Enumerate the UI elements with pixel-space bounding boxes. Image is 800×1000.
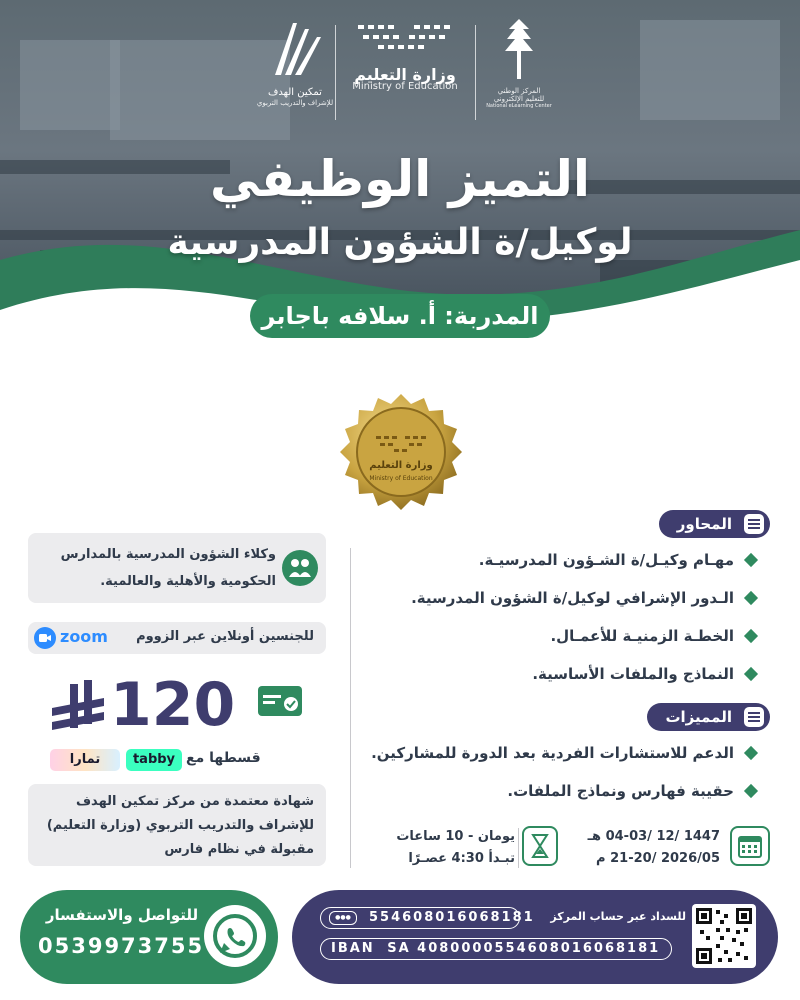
- moe-name-en: Ministry of Education: [352, 81, 458, 92]
- seal-text-ar: وزارة التعليم: [369, 460, 433, 471]
- date-gregorian: 2026/05 /21-20 م: [596, 851, 720, 866]
- list-icon: [744, 514, 764, 534]
- contact-label: للتواصل والاستفسار: [45, 906, 199, 924]
- list-item: حقيبة فهارس ونماذج الملفات.: [350, 776, 760, 814]
- ncel-logo: [483, 15, 555, 125]
- list-item: الـدور الإشرافي لوكيل/ة الشؤون المدرسية.: [350, 583, 760, 621]
- license-number: رقم الترخيص: 28532065035: [281, 353, 519, 374]
- features-heading: [647, 703, 770, 731]
- ncel-name: المركز الوطني: [497, 87, 541, 95]
- tamkeen-logo: [255, 15, 335, 125]
- iban-field[interactable]: [320, 938, 672, 960]
- course-start-time: تبـدأ 4:30 عصـرًا: [408, 851, 515, 866]
- delivery-card: [28, 622, 326, 654]
- date-hijri: 1447 /12 /04-03 هـ: [587, 829, 720, 844]
- riyal-symbol-icon: [48, 678, 108, 738]
- tabby-logo: tabby: [126, 749, 182, 771]
- account-number: 554608016068181: [369, 910, 535, 925]
- axes-heading: [659, 510, 770, 538]
- contact-phone[interactable]: 0539973755: [38, 934, 205, 958]
- hourglass-icon: [522, 826, 558, 866]
- list-item: النماذج والملفات الأساسية.: [350, 659, 760, 697]
- trainer-badge: المدربة: أ. سلافه باجابر: [250, 294, 550, 338]
- qr-code[interactable]: [692, 904, 756, 968]
- axes-heading-label: المحاور: [676, 515, 732, 533]
- zoom-camera-icon: [34, 627, 56, 649]
- account-number-field[interactable]: [320, 907, 535, 929]
- iban-number: SA 4080000554608016068181: [387, 941, 661, 956]
- installments-label: قسطها مع: [186, 750, 261, 766]
- ncel-name-2: للتعليم الإلكتروني: [493, 95, 545, 103]
- tamkeen-name: تمكين الهدف: [268, 87, 322, 98]
- payment-card-icon: [258, 686, 302, 716]
- moe-name-ar: وزارة التعليم: [354, 65, 456, 84]
- audience-text: وكلاء الشؤون المدرسية بالمدارس الحكومية والأهلية والعالمية.: [60, 547, 276, 589]
- delivery-text: للجنسين أونلاين عبر الزووم: [136, 629, 314, 644]
- course-title: التميز الوظيفي: [209, 150, 591, 208]
- list-item: مهـام وكيـل/ة الشـؤون المدرسيـة.: [350, 545, 760, 583]
- course-duration: يومان - 10 ساعات: [396, 829, 515, 844]
- seal-text-en: Ministry of Education: [369, 475, 433, 482]
- moe-dots-icon: [350, 15, 460, 65]
- axes-list: [350, 545, 760, 697]
- certificate-card: [28, 784, 326, 866]
- moe-gold-seal: [338, 392, 464, 518]
- ncel-palm-icon: [499, 15, 539, 83]
- tamkeen-mark-icon: [265, 15, 325, 83]
- list-item: الخطـة الزمنيـة للأعمـال.: [350, 621, 760, 659]
- course-subtitle: لوكيل/ة الشؤون المدرسية: [167, 222, 633, 263]
- bank-logo-icon: ●●●: [329, 911, 357, 925]
- price-amount: 120: [110, 670, 236, 740]
- ncel-name-en: National eLearning Center: [486, 103, 552, 109]
- calendar-icon: [730, 826, 770, 866]
- payment-panel: [292, 890, 778, 984]
- contact-panel: [20, 890, 278, 984]
- zoom-logo: zoom: [60, 627, 108, 646]
- logo-strip: [255, 15, 555, 125]
- tamkeen-tagline: للإشراف والتدريب التربوي: [256, 99, 334, 107]
- people-icon: [282, 550, 318, 586]
- tamara-logo: تمارا: [50, 749, 120, 771]
- features-heading-label: المميزات: [665, 708, 732, 726]
- iban-label: IBAN: [331, 941, 375, 956]
- features-list: [350, 738, 760, 814]
- list-icon: [744, 707, 764, 727]
- audience-card: [28, 533, 326, 603]
- moe-logo: [345, 15, 465, 125]
- list-item: الدعم للاستشارات الفردية بعد الدورة للمشاركين.: [350, 738, 760, 776]
- whatsapp-icon[interactable]: [204, 905, 266, 967]
- payment-label: للسداد عبر حساب المركز: [550, 910, 686, 923]
- certificate-text: شهادة معتمدة من مركز تمكين الهدف للإشراف والتدريب التربوي (وزارة التعليم) مقبولة في نظام فارس: [46, 794, 314, 857]
- column-divider: [350, 548, 351, 868]
